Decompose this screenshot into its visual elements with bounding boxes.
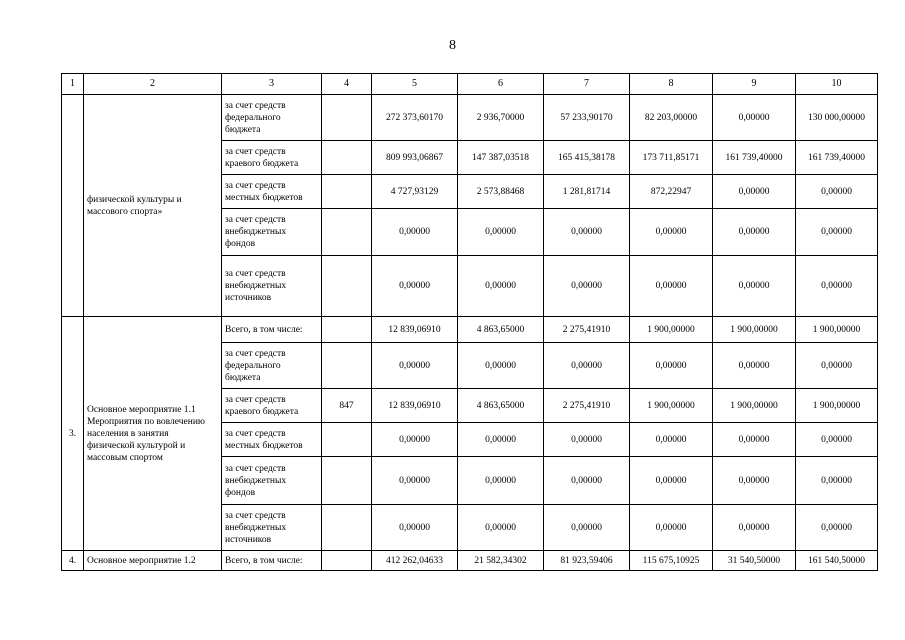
value-cell: 0,00000	[630, 256, 713, 317]
value-cell: 0,00000	[458, 505, 544, 551]
value-cell: 0,00000	[713, 343, 796, 389]
value-cell: 1 900,00000	[796, 317, 878, 343]
value-cell: 0,00000	[796, 209, 878, 256]
funding-source: за счет средств местных бюджетов	[222, 423, 322, 457]
value-cell: 0,00000	[458, 256, 544, 317]
value-cell: 2 275,41910	[544, 317, 630, 343]
value-cell: 21 582,34302	[458, 551, 544, 571]
value-cell: 31 540,50000	[713, 551, 796, 571]
funding-source: за счет средств федерального бюджета	[222, 343, 322, 389]
value-cell: 0,00000	[544, 343, 630, 389]
value-cell: 0,00000	[713, 95, 796, 141]
value-cell: 0,00000	[630, 343, 713, 389]
table-row	[62, 95, 878, 141]
header-row	[62, 74, 878, 95]
value-cell: 0,00000	[630, 423, 713, 457]
header-cell: 9	[713, 74, 796, 95]
header-cell: 10	[796, 74, 878, 95]
code-cell	[322, 141, 372, 175]
header-cell: 6	[458, 74, 544, 95]
funding-source: за счет средств внебюджетных источников	[222, 256, 322, 317]
value-cell: 57 233,90170	[544, 95, 630, 141]
value-cell: 0,00000	[796, 256, 878, 317]
value-cell: 0,00000	[458, 209, 544, 256]
value-cell: 809 993,06867	[372, 141, 458, 175]
value-cell: 82 203,00000	[630, 95, 713, 141]
program-name: Основное мероприятие 1.1 Мероприятия по вовлечению населения в занятия физической культурой и массовым спортом	[84, 317, 222, 551]
value-cell: 0,00000	[372, 256, 458, 317]
value-cell: 0,00000	[796, 505, 878, 551]
value-cell: 165 415,38178	[544, 141, 630, 175]
value-cell: 0,00000	[630, 457, 713, 505]
code-cell	[322, 95, 372, 141]
funding-source: за счет средств краевого бюджета	[222, 389, 322, 423]
value-cell: 412 262,04633	[372, 551, 458, 571]
budget-table	[61, 73, 878, 571]
value-cell: 0,00000	[544, 505, 630, 551]
value-cell: 0,00000	[458, 423, 544, 457]
funding-source: за счет средств федерального бюджета	[222, 95, 322, 141]
value-cell: 0,00000	[458, 343, 544, 389]
value-cell: 0,00000	[713, 175, 796, 209]
value-cell: 0,00000	[372, 505, 458, 551]
program-name: Основное мероприятие 1.2	[84, 551, 222, 571]
value-cell: 12 839,06910	[372, 389, 458, 423]
table-row	[62, 317, 878, 343]
value-cell: 0,00000	[796, 423, 878, 457]
value-cell: 2 275,41910	[544, 389, 630, 423]
header-cell: 8	[630, 74, 713, 95]
value-cell: 0,00000	[630, 209, 713, 256]
value-cell: 0,00000	[372, 423, 458, 457]
value-cell: 161 739,40000	[713, 141, 796, 175]
value-cell: 0,00000	[796, 343, 878, 389]
value-cell: 1 900,00000	[630, 317, 713, 343]
code-cell: 847	[322, 389, 372, 423]
code-cell	[322, 317, 372, 343]
code-cell	[322, 209, 372, 256]
header-cell: 2	[84, 74, 222, 95]
value-cell: 0,00000	[544, 256, 630, 317]
value-cell: 4 863,65000	[458, 389, 544, 423]
value-cell: 1 900,00000	[713, 389, 796, 423]
value-cell: 0,00000	[796, 175, 878, 209]
funding-source: за счет средств внебюджетных источников	[222, 505, 322, 551]
value-cell: 0,00000	[544, 457, 630, 505]
code-cell	[322, 457, 372, 505]
header-cell: 4	[322, 74, 372, 95]
funding-source: за счет средств внебюджетных фондов	[222, 457, 322, 505]
value-cell: 1 281,81714	[544, 175, 630, 209]
value-cell: 0,00000	[372, 457, 458, 505]
value-cell: 0,00000	[372, 343, 458, 389]
value-cell: 272 373,60170	[372, 95, 458, 141]
header-cell: 7	[544, 74, 630, 95]
program-name: физической культуры и массового спорта»	[84, 95, 222, 317]
value-cell: 0,00000	[713, 457, 796, 505]
header-cell: 3	[222, 74, 322, 95]
funding-source: Всего, в том числе:	[222, 551, 322, 571]
funding-source: Всего, в том числе:	[222, 317, 322, 343]
row-number: 4.	[62, 551, 84, 571]
value-cell: 0,00000	[630, 505, 713, 551]
code-cell	[322, 551, 372, 571]
value-cell: 0,00000	[544, 209, 630, 256]
code-cell	[322, 256, 372, 317]
value-cell: 0,00000	[372, 209, 458, 256]
value-cell: 147 387,03518	[458, 141, 544, 175]
code-cell	[322, 423, 372, 457]
value-cell: 0,00000	[713, 209, 796, 256]
page-number: 8	[449, 38, 456, 53]
funding-source: за счет средств местных бюджетов	[222, 175, 322, 209]
value-cell: 1 900,00000	[630, 389, 713, 423]
header-cell: 5	[372, 74, 458, 95]
value-cell: 0,00000	[544, 423, 630, 457]
funding-source: за счет средств краевого бюджета	[222, 141, 322, 175]
value-cell: 130 000,00000	[796, 95, 878, 141]
code-cell	[322, 343, 372, 389]
value-cell: 0,00000	[713, 423, 796, 457]
value-cell: 173 711,85171	[630, 141, 713, 175]
code-cell	[322, 505, 372, 551]
value-cell: 2 573,88468	[458, 175, 544, 209]
value-cell: 872,22947	[630, 175, 713, 209]
value-cell: 0,00000	[713, 505, 796, 551]
value-cell: 115 675,10925	[630, 551, 713, 571]
value-cell: 1 900,00000	[796, 389, 878, 423]
value-cell: 12 839,06910	[372, 317, 458, 343]
table-row	[62, 551, 878, 571]
value-cell: 2 936,70000	[458, 95, 544, 141]
value-cell: 161 540,50000	[796, 551, 878, 571]
value-cell: 0,00000	[796, 457, 878, 505]
value-cell: 4 727,93129	[372, 175, 458, 209]
funding-source: за счет средств внебюджетных фондов	[222, 209, 322, 256]
value-cell: 1 900,00000	[713, 317, 796, 343]
value-cell: 81 923,59406	[544, 551, 630, 571]
value-cell: 4 863,65000	[458, 317, 544, 343]
header-cell: 1	[62, 74, 84, 95]
row-number	[62, 95, 84, 317]
value-cell: 0,00000	[713, 256, 796, 317]
value-cell: 161 739,40000	[796, 141, 878, 175]
code-cell	[322, 175, 372, 209]
row-number: 3.	[62, 317, 84, 551]
value-cell: 0,00000	[458, 457, 544, 505]
